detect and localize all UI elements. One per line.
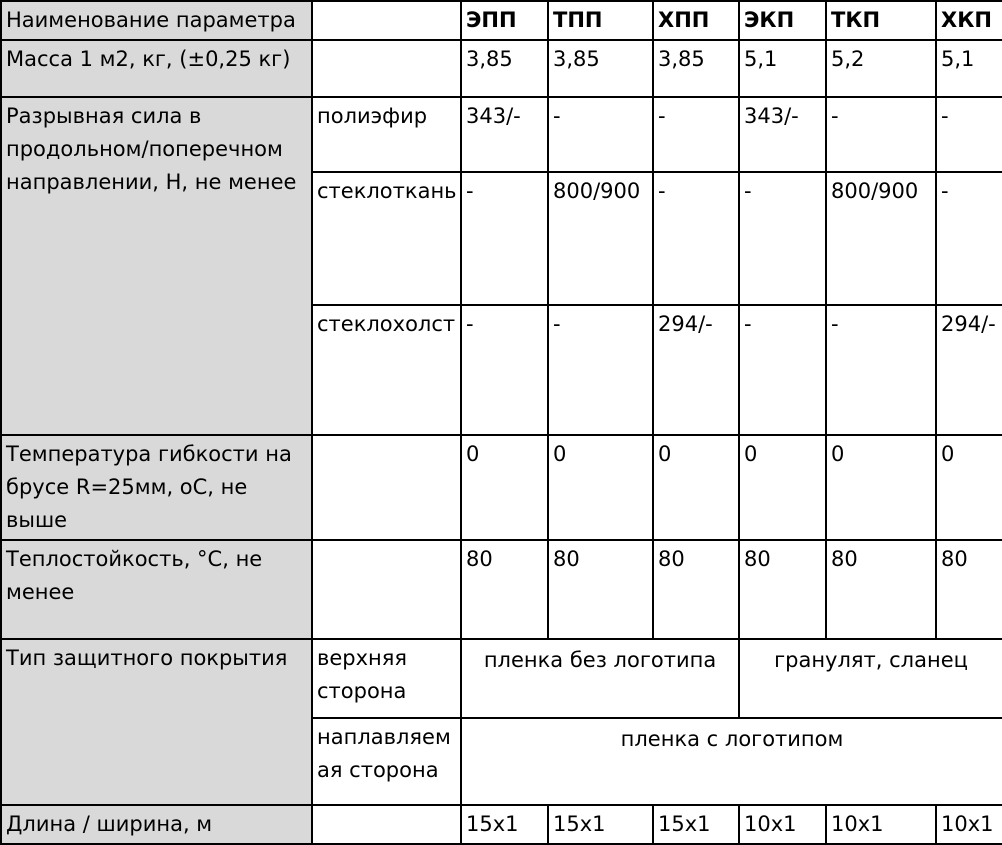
header-empty xyxy=(312,1,461,40)
sub-label-glassfabric: стеклоткань xyxy=(312,172,461,305)
table-cell: - xyxy=(739,172,826,305)
table-cell: 343/- xyxy=(739,97,826,172)
coating-bottom-value: пленка с логотипом xyxy=(461,718,1002,805)
table-cell: 0 xyxy=(461,435,548,540)
table-cell: 15x1 xyxy=(461,805,548,844)
table-cell: - xyxy=(461,172,548,305)
table-cell: 80 xyxy=(936,540,1002,639)
table-row-heat xyxy=(1,540,1002,639)
row-label-flex: Температура гибкости на брусе R=25мм, оС, не выше xyxy=(1,435,312,540)
table-row-coating-top xyxy=(1,639,1002,718)
row-label-mass: Масса 1 м2, кг, (±0,25 кг) xyxy=(1,40,312,97)
table-cell: 294/- xyxy=(653,305,739,435)
table-row-flex xyxy=(1,435,1002,540)
table-cell: - xyxy=(826,305,936,435)
header-row xyxy=(1,1,1002,40)
sub-label-polyester: полиэфир xyxy=(312,97,461,172)
coating-top-left: пленка без логотипа xyxy=(461,639,739,718)
table-cell: 800/900 xyxy=(826,172,936,305)
table-cell: 15x1 xyxy=(548,805,653,844)
table-cell: 15x1 xyxy=(653,805,739,844)
table-cell: 343/- xyxy=(461,97,548,172)
table-cell: - xyxy=(936,172,1002,305)
table-cell: 80 xyxy=(826,540,936,639)
header-col-epp: ЭПП xyxy=(461,1,548,40)
sub-label-bottom-side: наплавляемая сторона xyxy=(312,718,461,805)
header-col-hpp: ХПП xyxy=(653,1,739,40)
row-sub-empty xyxy=(312,805,461,844)
table-cell: 10x1 xyxy=(739,805,826,844)
table-cell: 0 xyxy=(653,435,739,540)
header-param: Наименование параметра xyxy=(1,1,312,40)
row-sub-empty xyxy=(312,40,461,97)
header-col-tpp: ТПП xyxy=(548,1,653,40)
table-cell: 3,85 xyxy=(461,40,548,97)
table-cell: 80 xyxy=(739,540,826,639)
row-label-strength: Разрывная сила в продольном/поперечном направлении, Н, не менее xyxy=(1,97,312,435)
table-cell: - xyxy=(548,97,653,172)
sub-label-top-side: верхняя сторона xyxy=(312,639,461,718)
row-label-heat: Теплостойкость, °С, не менее xyxy=(1,540,312,639)
table-cell: - xyxy=(936,97,1002,172)
table-cell: 0 xyxy=(548,435,653,540)
table-cell: 5,1 xyxy=(739,40,826,97)
table-cell: - xyxy=(739,305,826,435)
table-cell: 5,1 xyxy=(936,40,1002,97)
table-cell: 0 xyxy=(936,435,1002,540)
table-cell: - xyxy=(653,172,739,305)
table-cell: 3,85 xyxy=(548,40,653,97)
table-row-strength-polyester xyxy=(1,97,1002,172)
table-cell: 294/- xyxy=(936,305,1002,435)
header-col-hkp: ХКП xyxy=(936,1,1002,40)
coating-top-right: гранулят, сланец xyxy=(739,639,1002,718)
row-sub-empty xyxy=(312,435,461,540)
table-cell: 800/900 xyxy=(548,172,653,305)
table-row-mass xyxy=(1,40,1002,97)
table-cell: 10x1 xyxy=(936,805,1002,844)
sub-label-glassmat: стеклохолст xyxy=(312,305,461,435)
table-cell: - xyxy=(653,97,739,172)
table-row-size xyxy=(1,805,1002,844)
table-cell: 0 xyxy=(826,435,936,540)
row-sub-empty xyxy=(312,540,461,639)
header-col-ekp: ЭКП xyxy=(739,1,826,40)
table-cell: 80 xyxy=(653,540,739,639)
header-col-tkp: ТКП xyxy=(826,1,936,40)
table-cell: 5,2 xyxy=(826,40,936,97)
table-cell: 0 xyxy=(739,435,826,540)
table-cell: 80 xyxy=(461,540,548,639)
row-label-size: Длина / ширина, м xyxy=(1,805,312,844)
table-cell: 3,85 xyxy=(653,40,739,97)
table-cell: - xyxy=(548,305,653,435)
table-cell: 80 xyxy=(548,540,653,639)
table-cell: 10x1 xyxy=(826,805,936,844)
table-cell: - xyxy=(461,305,548,435)
table-cell: - xyxy=(826,97,936,172)
row-label-coating: Тип защитного покрытия xyxy=(1,639,312,805)
